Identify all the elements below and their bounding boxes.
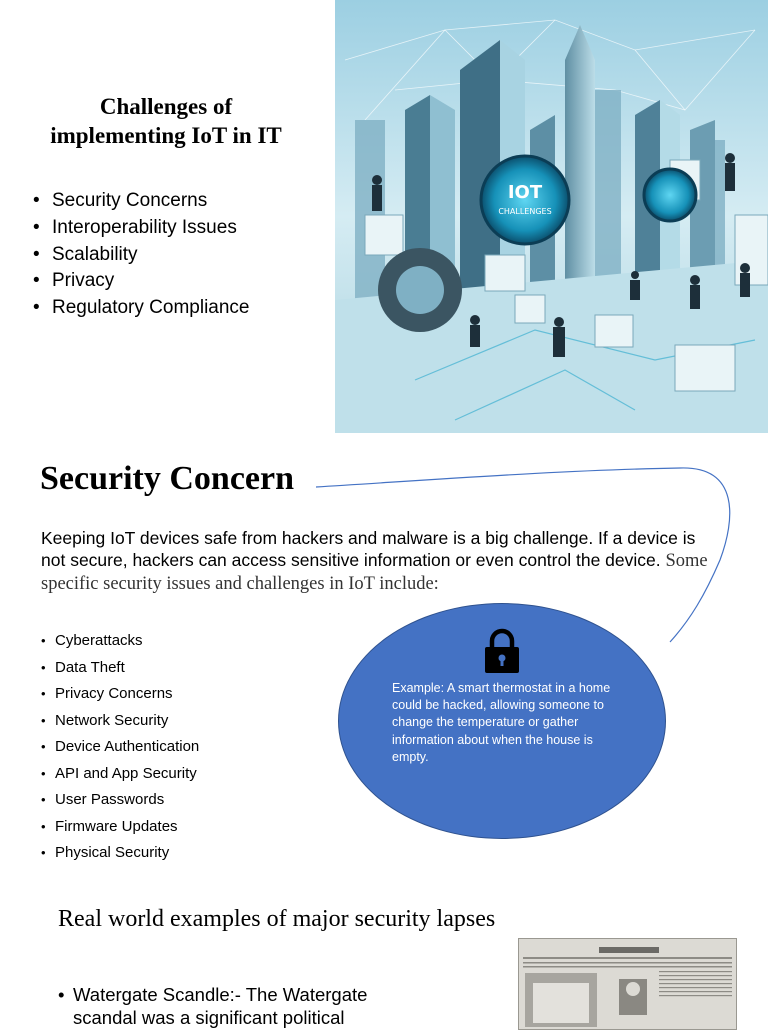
issue-item: • Privacy Concerns xyxy=(41,681,199,708)
issue-item: • Network Security xyxy=(41,708,199,735)
issue-item: • Physical Security xyxy=(41,840,199,867)
intro-title-line1: Challenges of xyxy=(99,94,233,119)
intro-bullet: • Security Concerns xyxy=(33,188,250,215)
city-illustration xyxy=(335,0,768,433)
badge-line2: CHALLENGES xyxy=(498,207,552,216)
issue-item: • Data Theft xyxy=(41,655,199,682)
newspaper-clipping xyxy=(519,939,736,1029)
badge-line1: IOT xyxy=(507,182,543,203)
issue-item: • Cyberattacks xyxy=(41,628,199,655)
paragraph-text-serif: Some specific security issues and challenges in IoT include: xyxy=(41,551,708,594)
real-world-list xyxy=(58,983,428,1029)
lock-icon xyxy=(483,628,521,674)
intro-title xyxy=(18,92,314,150)
example-text: Example: A smart thermostat in a home could be hacked, allowing someone to change the temperature or gather information about when the house is empty. xyxy=(392,681,611,764)
section-title: Security Concern xyxy=(40,460,295,497)
intro-title-line2: implementing IoT in IT xyxy=(50,123,282,148)
paragraph-text: Keeping IoT devices safe from hackers and malware is a big challenge. If a device is not secure, hackers can access sensitive information or even control the device. xyxy=(41,528,696,570)
intro-bullet: • Privacy xyxy=(33,268,250,295)
newspaper-image xyxy=(518,938,737,1030)
issue-item: • Device Authentication xyxy=(41,734,199,761)
issue-item: • API and App Security xyxy=(41,761,199,788)
issue-item: • User Passwords xyxy=(41,787,199,814)
intro-bullet: • Regulatory Compliance xyxy=(33,295,250,322)
intro-bullet-list xyxy=(33,188,250,322)
intro-bullet: • Scalability xyxy=(33,242,250,269)
security-issue-list xyxy=(41,628,199,867)
issue-item: • Firmware Updates xyxy=(41,814,199,841)
real-world-title: Real world examples of major security lapses xyxy=(58,906,496,932)
section-paragraph xyxy=(41,527,721,595)
iot-challenges-illustration xyxy=(335,0,768,433)
intro-bullet: • Interoperability Issues xyxy=(33,215,250,242)
real-world-item: • Watergate Scandle:- The Watergate scandal was a significant political xyxy=(58,983,428,1029)
